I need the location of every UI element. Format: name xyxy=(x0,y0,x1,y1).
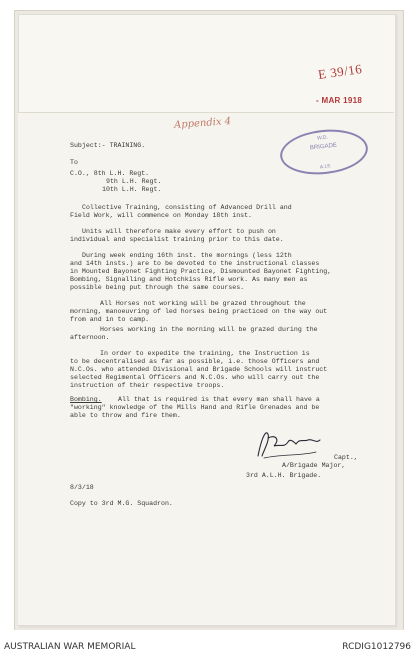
paragraph-line: morning, manoeuvring of led horses being practiced on the way out xyxy=(70,308,328,315)
paragraph-line: to be decentralised as far as possible, i.e. those Officers and xyxy=(70,358,320,365)
paragraph-line: Collective Training, consisting of Advanced Drill and xyxy=(82,204,292,211)
addressee-line: C.O., 8th L.H. Regt. xyxy=(70,170,150,177)
paragraph-line: Field Work, will commence on Monday 18th inst. xyxy=(70,212,253,219)
appendix-note: Appendix 4 xyxy=(173,116,232,131)
stamp-middle-text: BRIGADE xyxy=(309,142,338,152)
paragraph-line: All that is required is that every man shall have a xyxy=(118,396,320,403)
footer-archive-name: AUSTRALIAN WAR MEMORIAL xyxy=(4,642,136,652)
subject-line: Subject:- TRAINING. xyxy=(70,142,146,149)
paragraph-line: able to throw and fire them. xyxy=(70,412,181,419)
paragraph-line: Horses working in the morning will be grazed during the xyxy=(100,326,318,333)
paragraph-line: Bombing, Signalling and Hotchkiss Rifle work. As many men as xyxy=(70,276,308,283)
addressee-line: 9th L.H. Regt. xyxy=(106,178,162,185)
signature-unit: 3rd A.L.H. Brigade. xyxy=(246,472,322,479)
to-label: To xyxy=(70,159,78,166)
paragraph-line: Units will therefore make every effort to push on xyxy=(82,228,276,235)
handwritten-signature xyxy=(254,426,324,462)
stamp-top-text: W.D. xyxy=(316,134,329,142)
received-date-stamp: - MAR 1918 xyxy=(316,96,363,105)
paragraph-line: in Mounted Bayonet Fighting Practice, Dismounted Bayonet Fighting, xyxy=(70,268,332,275)
stamp-bottom-text: A.I.F. xyxy=(319,163,332,171)
paragraph-line: possible being put through the same courses. xyxy=(70,284,245,291)
reference-number: E 39/16 xyxy=(317,60,364,83)
paragraph-line: All Horses not working will be grazed throughout the xyxy=(100,300,306,307)
paragraph-line: afternoon. xyxy=(70,334,110,341)
paragraph-line: "working" knowledge of the Mills Hand and Rifle Grenades and be xyxy=(70,404,320,411)
signature-rank: Capt., xyxy=(334,454,358,461)
paragraph-line: In order to expedite the training, the Instruction is xyxy=(100,350,310,357)
paragraph-line: N.C.Os. who attended Divisional and Brigade Schools will instruct xyxy=(70,366,328,373)
paragraph-line: During week ending 16th inst. the mornings (less 12th xyxy=(82,252,292,259)
signature-title: A/Brigade Major, xyxy=(282,462,346,469)
copy-to-line: Copy to 3rd M.G. Squadron. xyxy=(70,500,173,507)
paragraph-line: selected Regimental Officers and N.C.Os. who will carry out the xyxy=(70,374,320,381)
paragraph-line: and 14th insts.) are to be devoted to the instructional classes xyxy=(70,260,320,267)
paragraph-line: from and in to camp. xyxy=(70,316,150,323)
footer-item-id: RCDIG1012796 xyxy=(342,642,411,652)
letter-date: 8/3/18 xyxy=(70,484,94,491)
paragraph-line: individual and specialist training prior to this date. xyxy=(70,236,284,243)
bombing-heading: Bombing. xyxy=(70,396,102,403)
addressee-line: 10th L.H. Regt. xyxy=(102,186,162,193)
paragraph-line: instruction of their respective troops. xyxy=(70,382,225,389)
